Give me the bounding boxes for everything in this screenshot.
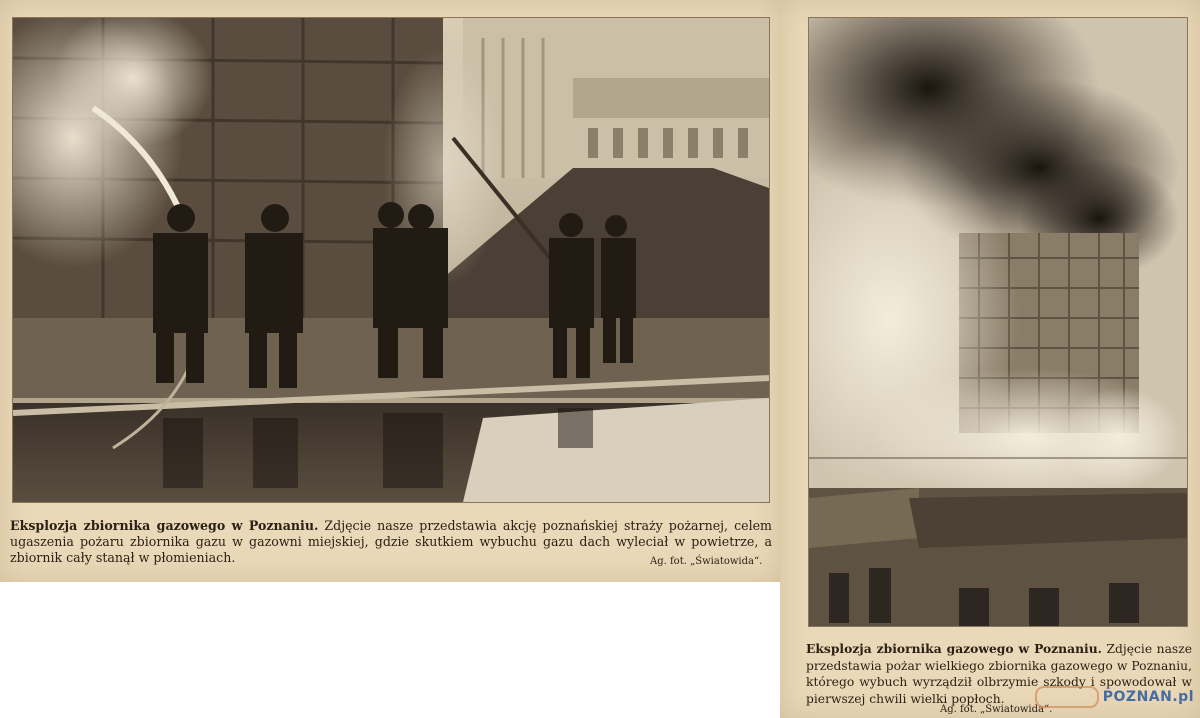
poznan-logo-icon bbox=[1035, 686, 1099, 708]
poznan-watermark bbox=[1035, 686, 1194, 708]
firefighters-photo bbox=[12, 17, 770, 503]
right-photo-credit: Ag. fot. „Światowida“. bbox=[940, 704, 1053, 715]
watermark-text: POZNAN.pl bbox=[1102, 689, 1194, 705]
gas-tank-explosion-photo bbox=[808, 17, 1188, 627]
left-caption-title: Eksplozja zbiornika gazowego w Poznaniu. bbox=[10, 518, 319, 533]
firefighters-photo-illustration bbox=[13, 18, 769, 502]
right-caption-text: Zdjęcie nasze przedstawia pożar wielkiego zbiornika gazowego w Poznaniu, którego wybuch wyrządził olbrzymie szkody i spowodował w pierwszej chwili wielki popłoch. bbox=[806, 642, 1192, 706]
right-caption-title: Eksplozja zbiornika gazowego w Poznaniu. bbox=[806, 641, 1102, 656]
left-caption-text: Zdjęcie nasze przedstawia akcję poznańskiej straży pożarnej, celem ugaszenia pożaru zbiornika gazu w gazowni miejskiej, gdzie skutkiem wybuchu gazu dach wyleciał w powietrze, a zbiornik cały stanął w płomieniach. bbox=[10, 518, 772, 565]
left-photo-credit: Ag. fot. „Światowida“. bbox=[650, 556, 763, 567]
gas-tank-explosion-illustration bbox=[809, 18, 1187, 626]
